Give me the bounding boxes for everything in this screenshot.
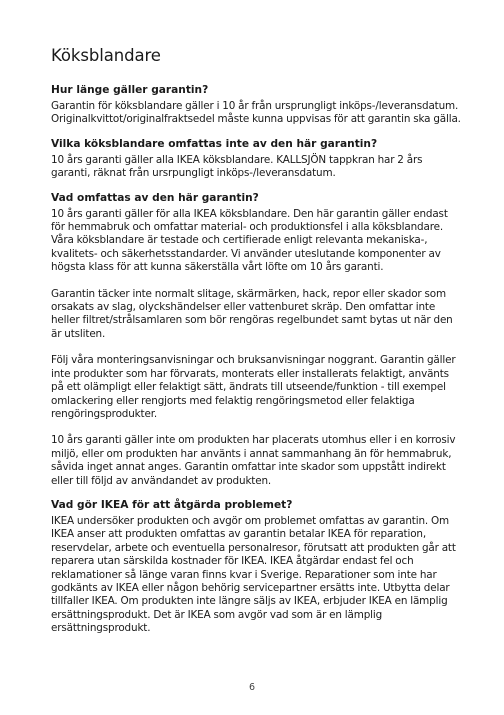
section-excluded-products: [51, 137, 463, 181]
section-paragraph: 10 års garanti gäller alla IKEA köksblandare. KALLSJÖN tappkran har 2 års garanti, räknat från ursrpungligt inköps-/leveransdatum.: [51, 153, 423, 180]
section-paragraph: IKEA undersöker produkten och avgör om problemet omfattas av garantin. Om IKEA anser att produkten omfattas av garantin betalar IKEA för reparation, reservdelar, arbete och eventuella personalresor, förutsatt att produkten går att reparera utan särskilda kostnader för IKEA. IKEA åtgärdar endast fel och reklamationer så länge varan finns kvar i Sverige. Reparationer som inte har godkänts av IKEA eller någon behörig servicepartner ersätts inte. Utbytta delar tillfaller IKEA. Om produkten inte längre säljs av IKEA, erbjuder IKEA en lämplig ersättningsprodukt. Det är IKEA som avgör vad som är en lämplig ersättningsprodukt.: [51, 514, 456, 635]
section-heading: Vad omfattas av den här garantin?: [51, 191, 259, 204]
section-coverage: [51, 191, 463, 488]
section-paragraph: Garantin täcker inte normalt slitage, skärmärken, hack, repor eller skador som orsakats av slag, olyckshändelser eller vattenburet skräp. Den omfattar inte heller filtret/strålsamlaren som bör rengöras regelbundet samt bytas ut när den är utsliten.: [51, 287, 453, 340]
document-page: [51, 46, 463, 636]
section-paragraph: 10 års garanti gäller för alla IKEA köksblandare. Den här garantin gäller endast för hemmabruk och omfattar material- och produktionsfel i alla köksblandare. Våra köksblandare är testade och certifierade enligt relevanta mekaniska-, kvalitets- och säkerhetsstandarder. Vi använder uteslutande komponenter av högsta klass för att kunna säkerställa vårt löfte om 10 års garanti.: [51, 207, 448, 274]
section-heading: Vad gör IKEA för att åtgärda problemet?: [51, 498, 293, 511]
section-paragraph: 10 års garanti gäller inte om produkten har placerats utomhus eller i en korrosiv miljö, eller om produkten har använts i annat sammanhang än för hemmabruk, såvida inget annat anges. Garantin omfattar inte skador som uppstått indirekt eller till följd av användandet av produkten.: [51, 434, 456, 487]
section-paragraph: Garantin för köksblandare gäller i 10 år från ursprungligt inköps-/leveransdatum. Originalkvittot/originalfraktsedel måste kunna uppvisas för att garantin ska gälla.: [51, 100, 461, 126]
section-paragraph: Följ våra monteringsanvisningar och bruksanvisningar noggrant. Garantin gäller inte produkter som har förvarats, monterats eller installerats felaktigt, använts på ett olämpligt eller felaktigt sätt, ändrats till utseende/funktion - till exempel omlackering eller rengjorts med felaktig rengöringsmetod eller felaktiga rengöringsprodukter.: [51, 354, 456, 420]
page-title: Köksblandare: [51, 46, 161, 65]
section-warranty-duration: [51, 83, 463, 127]
section-heading: Vilka köksblandare omfattas inte av den här garantin?: [51, 137, 378, 150]
section-heading: Hur länge gäller garantin?: [51, 84, 209, 96]
section-remedy: [51, 498, 463, 636]
page-number: 6: [248, 682, 256, 693]
